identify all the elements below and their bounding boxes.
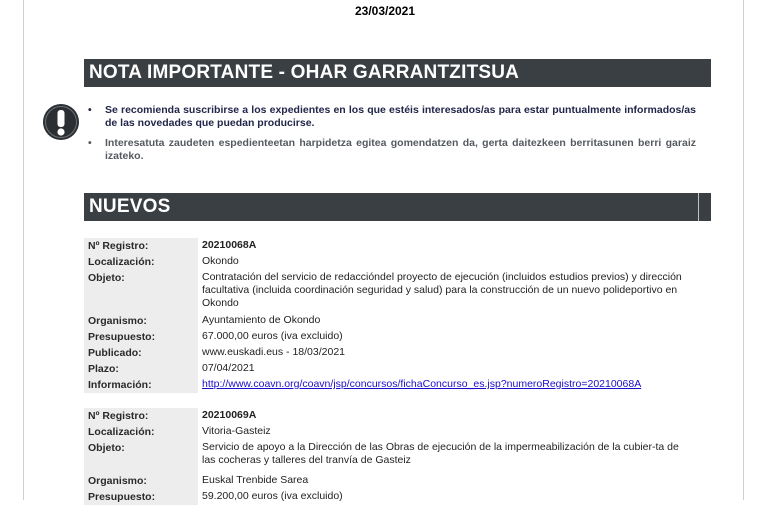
objeto-value: Contratación del servicio de redaccióndel proyecto de ejecución (incluidos estudios previos) y dirección facultativa (incluida coordinación seguridad y salud) para la construcción de un nuevo polideportivo en Okondo	[202, 271, 682, 309]
notice-bullet-es	[88, 104, 696, 130]
notice-bullets	[88, 104, 696, 170]
organismo-row	[84, 473, 684, 489]
publicado-row	[84, 345, 684, 361]
objeto-label: Objeto:	[84, 440, 198, 473]
section-header	[84, 193, 711, 221]
organismo-label: Organismo:	[84, 313, 198, 329]
registro-row	[84, 408, 684, 424]
localizacion-row	[84, 254, 684, 270]
presupuesto-row	[84, 329, 684, 345]
informacion-link[interactable]: http://www.coavn.org/coavn/jsp/concursos/fichaConcurso_es.jsp?numeroRegistro=20210068A	[202, 378, 642, 390]
informacion-label: Información:	[84, 377, 198, 393]
notice-header	[84, 59, 711, 87]
presupuesto-row	[84, 489, 684, 505]
organismo-label: Organismo:	[84, 473, 198, 489]
bullet-symbol: •	[88, 104, 92, 116]
presupuesto-value: 67.000,00 euros (iva excluido)	[202, 330, 343, 342]
header-divider	[698, 193, 699, 221]
presupuesto-label: Presupuesto:	[84, 329, 198, 345]
objeto-value: Servicio de apoyo a la Dirección de las Obras de ejecución de la impermeabilización de la cubier-ta de las cocheras y talleres del tranvía de Gasteiz	[202, 441, 679, 466]
registro-label: Nº Registro:	[84, 408, 198, 424]
presupuesto-label: Presupuesto:	[84, 489, 198, 505]
section-title: NUEVOS	[89, 196, 171, 217]
objeto-row	[84, 270, 684, 313]
plazo-row	[84, 361, 684, 377]
localizacion-label: Localización:	[84, 254, 198, 270]
registro-value: 20210068A	[202, 239, 257, 251]
notice-text-eu: Interesatuta zaudeten espedienteetan harpidetza egitea gomendatzen da, gerta daitezkeen berritasunen berri garaiz izateko.	[105, 137, 696, 162]
plazo-label: Plazo:	[84, 361, 198, 377]
registro-row	[84, 238, 684, 254]
localizacion-row	[84, 424, 684, 440]
informacion-cell	[198, 377, 684, 393]
document-date: 23/03/2021	[354, 4, 416, 18]
bullet-symbol: •	[88, 137, 92, 149]
localizacion-value: Okondo	[202, 255, 239, 267]
registro-label: Nº Registro:	[84, 238, 198, 254]
plazo-value: 07/04/2021	[202, 362, 255, 374]
exclamation-icon	[42, 103, 80, 141]
registro-value: 20210069A	[202, 409, 257, 421]
tender-entry	[84, 408, 684, 505]
publicado-value: www.euskadi.eus - 18/03/2021	[202, 346, 346, 358]
objeto-row	[84, 440, 684, 473]
objeto-label: Objeto:	[84, 270, 198, 313]
presupuesto-value: 59.200,00 euros (iva excluido)	[202, 490, 343, 502]
organismo-value: Ayuntamiento de Okondo	[202, 314, 321, 326]
organismo-value: Euskal Trenbide Sarea	[202, 474, 309, 486]
notice-text-es: Se recomienda suscribirse a los expedientes en los que estéis interesados/as para estar puntualmente informados/as de las novedades que puedan producirse.	[105, 104, 696, 129]
localizacion-value: Vitoria-Gasteiz	[202, 425, 271, 437]
publicado-label: Publicado:	[84, 345, 198, 361]
organismo-row	[84, 313, 684, 329]
notice-bullet-eu	[88, 137, 696, 163]
informacion-row	[84, 377, 684, 393]
notice-title: NOTA IMPORTANTE - OHAR GARRANTZITSUA	[89, 62, 520, 83]
tender-entry	[84, 238, 684, 393]
localizacion-label: Localización:	[84, 424, 198, 440]
